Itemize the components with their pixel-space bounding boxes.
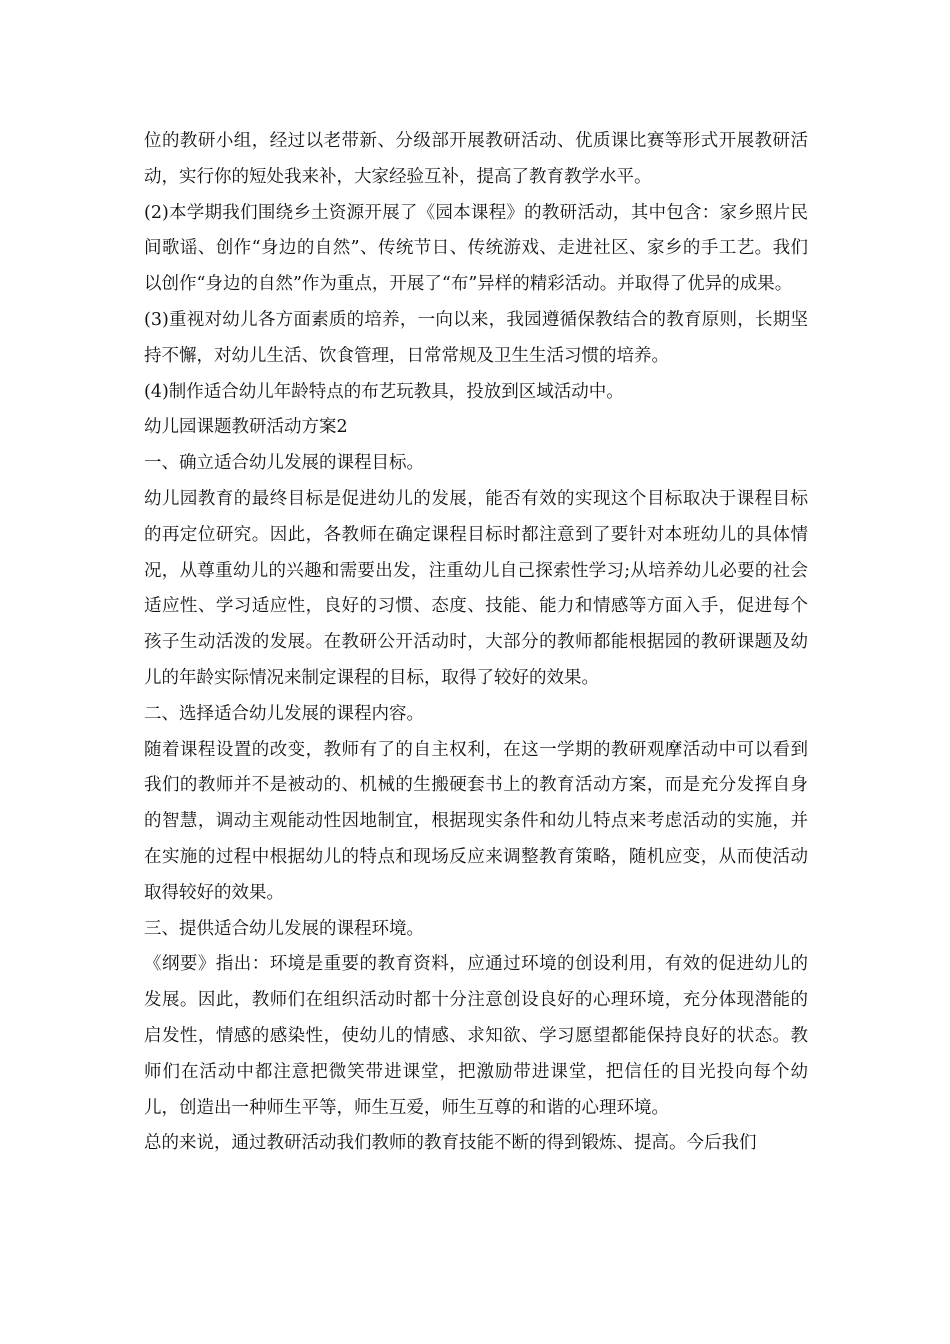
paragraph-environment: 《纲要》指出：环境是重要的教育资料，应通过环境的创设利用，有效的促进幼儿的发展。因此，教师们在组织活动时都十分注意创设良好的心理环境，充分体现潜能的启发性，情感的感染性，使幼儿的情感、求知欲、学习愿望都能保持良好的状态。教师们在活动中都注意把微笑带进课堂，把激励带进课堂，把信任的目光投向每个幼儿，创造出一种师生平等，师生互爱，师生互尊的和谐的心理环境。 <box>144 954 808 1118</box>
paragraph-summary: 总的来说，通过教研活动我们教师的教育技能不断的得到锻炼、提高。今后我们 <box>144 1133 757 1154</box>
heading-environment: 三、提供适合幼儿发展的课程环境。 <box>144 918 424 939</box>
section-title: 幼儿园课题教研活动方案2 <box>144 417 348 438</box>
paragraph-item-3: (3)重视对幼儿各方面素质的培养，一向以来，我园遵循保教结合的教育原则，长期坚持不懈，对幼儿生活、饮食管理，日常常规及卫生生活习惯的培养。 <box>144 309 808 366</box>
heading-content: 二、选择适合幼儿发展的课程内容。 <box>144 703 424 724</box>
document-body <box>144 124 808 1162</box>
paragraph-item-2: (2)本学期我们围绕乡土资源开展了《园本课程》的教研活动，其中包含：家乡照片民间歌谣、创作“身边的自然”、传统节日、传统游戏、走进社区、家乡的手工艺。我们以创作“身边的自然”作为重点，开展了“布”异样的精彩活动。并取得了优异的成果。 <box>144 202 808 295</box>
paragraph-content: 随着课程设置的改变，教师有了的自主权利，在这一学期的教研观摩活动中可以看到我们的教师并不是被动的、机械的生搬硬套书上的教育活动方案，而是充分发挥自身的智慧，调动主观能动性因地制宜，根据现实条件和幼儿特点来考虑活动的实施，并在实施的过程中根据幼儿的特点和现场反应来调整教育策略，随机应变，从而使活动取得较好的效果。 <box>144 739 808 903</box>
paragraph-teaching-group: 位的教研小组，经过以老带新、分级部开展教研活动、优质课比赛等形式开展教研活动，实行你的短处我来补，大家经验互补，提高了教育教学水平。 <box>144 131 808 187</box>
paragraph-item-4: (4)制作适合幼儿年龄特点的布艺玩教具，投放到区域活动中。 <box>144 381 624 402</box>
heading-goals: 一、确立适合幼儿发展的课程目标。 <box>144 453 424 474</box>
paragraph-goals: 幼儿园教育的最终目标是促进幼儿的发展，能否有效的实现这个目标取决于课程目标的再定位研究。因此，各教师在确定课程目标时都注意到了要针对本班幼儿的具体情况，从尊重幼儿的兴趣和需要出发，注重幼儿自己探索性学习;从培养幼儿必要的社会适应性、学习适应性，良好的习惯、态度、技能、能力和情感等方面入手，促进每个孩子生动活泼的发展。在教研公开活动时，大部分的教师都能根据园的教研课题及幼儿的年龄实际情况来制定课程的目标，取得了较好的效果。 <box>144 488 808 688</box>
